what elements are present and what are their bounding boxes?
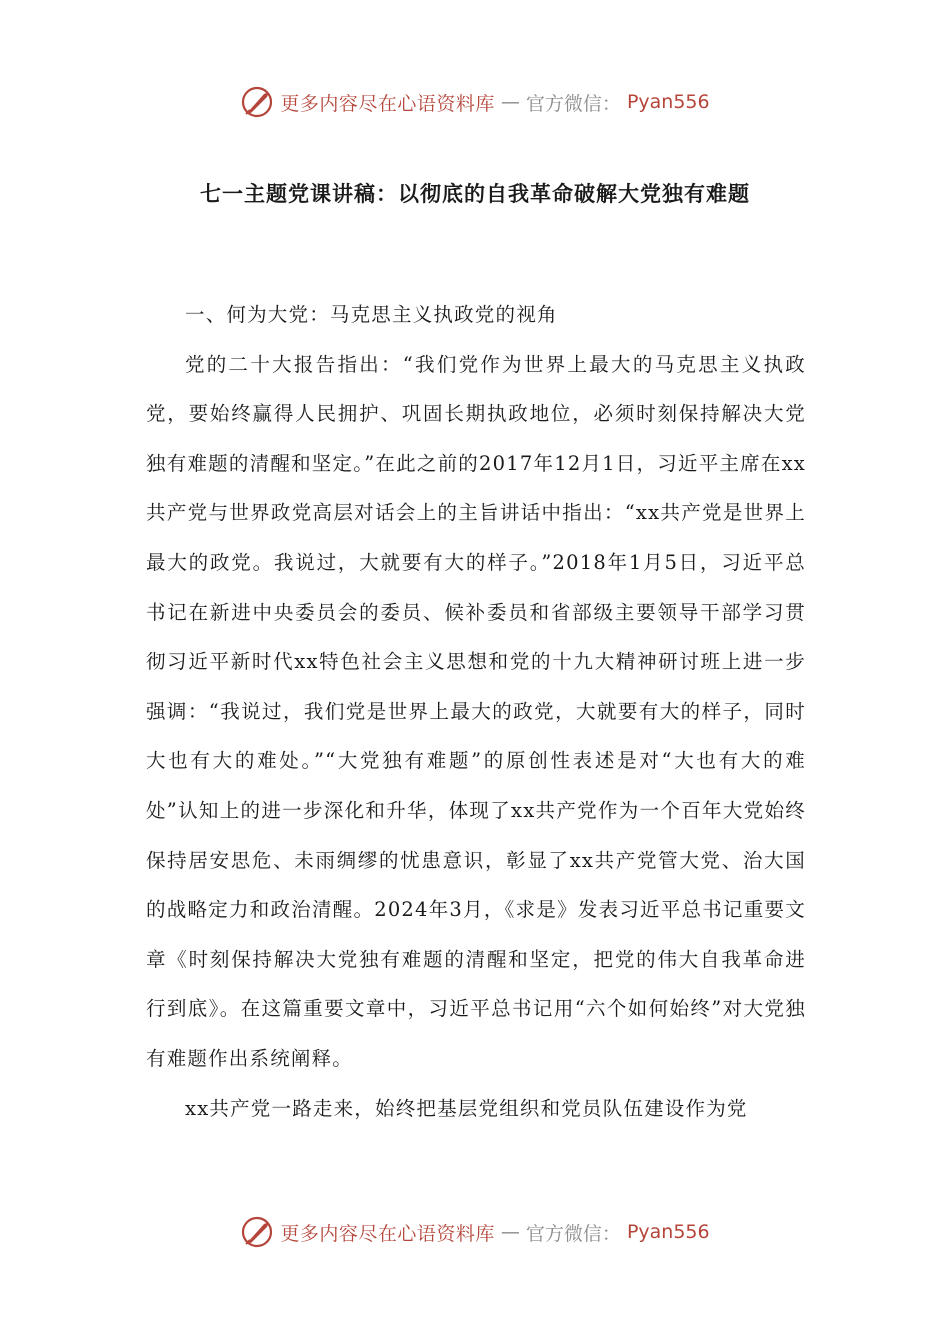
watermark-handle: Pyan556 <box>626 1221 710 1243</box>
document-body <box>146 290 806 1133</box>
watermark-brand: 更多内容尽在心语资料库 <box>280 92 495 115</box>
quill-pen-icon <box>240 85 274 119</box>
watermark-wechat-label: 官方微信： <box>525 92 621 115</box>
watermark-separator: — <box>500 1221 520 1243</box>
watermark-banner-bottom <box>0 1212 950 1252</box>
document-title: 七一主题党课讲稿：以彻底的自我革命破解大党独有难题 <box>200 182 750 206</box>
watermark-handle: Pyan556 <box>626 91 710 113</box>
watermark-separator: — <box>500 91 520 113</box>
watermark-wechat-label: 官方微信： <box>525 1222 621 1245</box>
watermark-banner-top <box>0 82 950 122</box>
section-heading: 一、何为大党：马克思主义执政党的视角 <box>185 303 558 326</box>
body-paragraph: 党的二十大报告指出：“我们党作为世界上最大的马克思主义执政党，要始终赢得人民拥护、巩固长期执政地位，必须时刻保持解决大党独有难题的清醒和坚定。”在此之前的2017年12月1日，习近平主席在xx共产党与世界政党高层对话会上的主旨讲话中指出：“xx共产党是世界上最大的政党。我说过，大就要有大的样子。”2018年1月5日，习近平总书记在新进中央委员会的委员、候补委员和省部级主要领导干部学习贯彻习近平新时代xx特色社会主义思想和党的十九大精神研讨班上进一步强调：“我说过，我们党是世界上最大的政党，大就要有大的样子，同时大也有大的难处。”“大党独有难题”的原创性表述是对“大也有大的难处”认知上的进一步深化和升华，体现了xx共产党作为一个百年大党始终保持居安思危、未雨绸缪的忧患意识，彰显了xx共产党管大党、治大国的战略定力和政治清醒。2024年3月，《求是》发表习近平总书记重要文章《时刻保持解决大党独有难题的清醒和坚定，把党的伟大自我革命进行到底》。在这篇重要文章中，习近平总书记用“六个如何始终”对大党独有难题作出系统阐释。 <box>146 352 806 1070</box>
watermark-brand: 更多内容尽在心语资料库 <box>280 1222 495 1245</box>
quill-pen-icon <box>240 1215 274 1249</box>
body-paragraph: xx共产党一路走来，始终把基层党组织和党员队伍建设作为党 <box>185 1096 748 1120</box>
